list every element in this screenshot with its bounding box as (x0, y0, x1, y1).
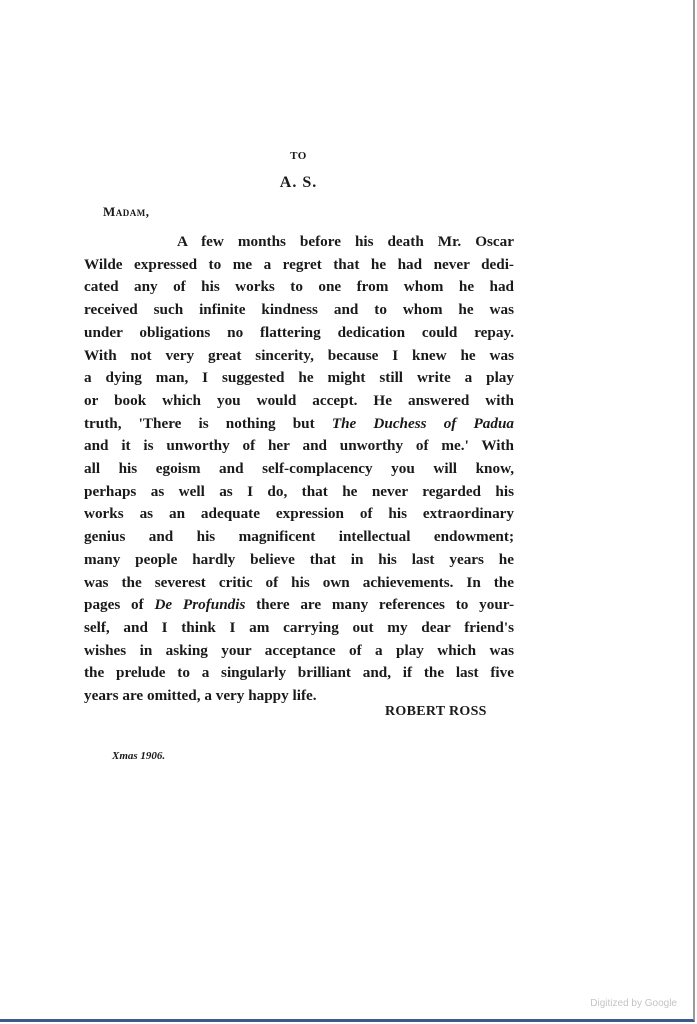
body-line: A few months before his death Mr. Oscar (177, 233, 514, 250)
dedication-body (84, 231, 514, 708)
salutation: Madam, (103, 204, 150, 219)
body-line: cated any of his works to one from whom he had (84, 278, 514, 296)
date-line: Xmas 1906. (112, 750, 166, 762)
book-title: The Duchess of Padua (331, 414, 514, 432)
body-line: years are omitted, a very happy life. (84, 687, 317, 705)
signature: ROBERT ROSS (385, 704, 487, 719)
dedication-recipient: A. S. (279, 174, 318, 191)
body-line: the prelude to a singularly brilliant and, if the last five (84, 664, 514, 682)
body-line: under obligations no flattering dedication could repay. (84, 323, 514, 341)
digitized-watermark: Digitized by Google (590, 998, 677, 1009)
body-line: all his egoism and self-complacency you will know, (84, 460, 514, 478)
body-line: received such infinite kindness and to whom he was (84, 301, 514, 319)
body-line: With not very great sincerity, because I knew he was (84, 346, 514, 364)
body-line: truth, 'There is nothing but The Duchess of Padua (84, 414, 514, 432)
book-title: De Profundis (154, 596, 246, 614)
body-line: was the severest critic of his own achievements. In the (84, 573, 514, 591)
body-line: a dying man, I suggested he might still write a play (84, 369, 514, 387)
body-line: works as an adequate expression of his extraordinary (84, 505, 514, 523)
body-line: perhaps as well as I do, that he never regarded his (84, 482, 514, 500)
body-line: wishes in asking your acceptance of a play which was (84, 641, 514, 659)
body-line: or book which you would accept. He answered with (84, 391, 514, 409)
body-line: pages of De Profundis there are many references to your- (84, 596, 514, 614)
body-line: many people hardly believe that in his last years he (84, 550, 514, 568)
body-line: self, and I think I am carrying out my dear friend's (84, 618, 514, 636)
body-line: and it is unworthy of her and unworthy of me.' With (84, 437, 514, 455)
body-line: genius and his magnificent intellectual endowment; (84, 528, 514, 546)
dedication-to-label: TO (290, 150, 307, 162)
body-line: Wilde expressed to me a regret that he had never dedi- (84, 255, 514, 273)
